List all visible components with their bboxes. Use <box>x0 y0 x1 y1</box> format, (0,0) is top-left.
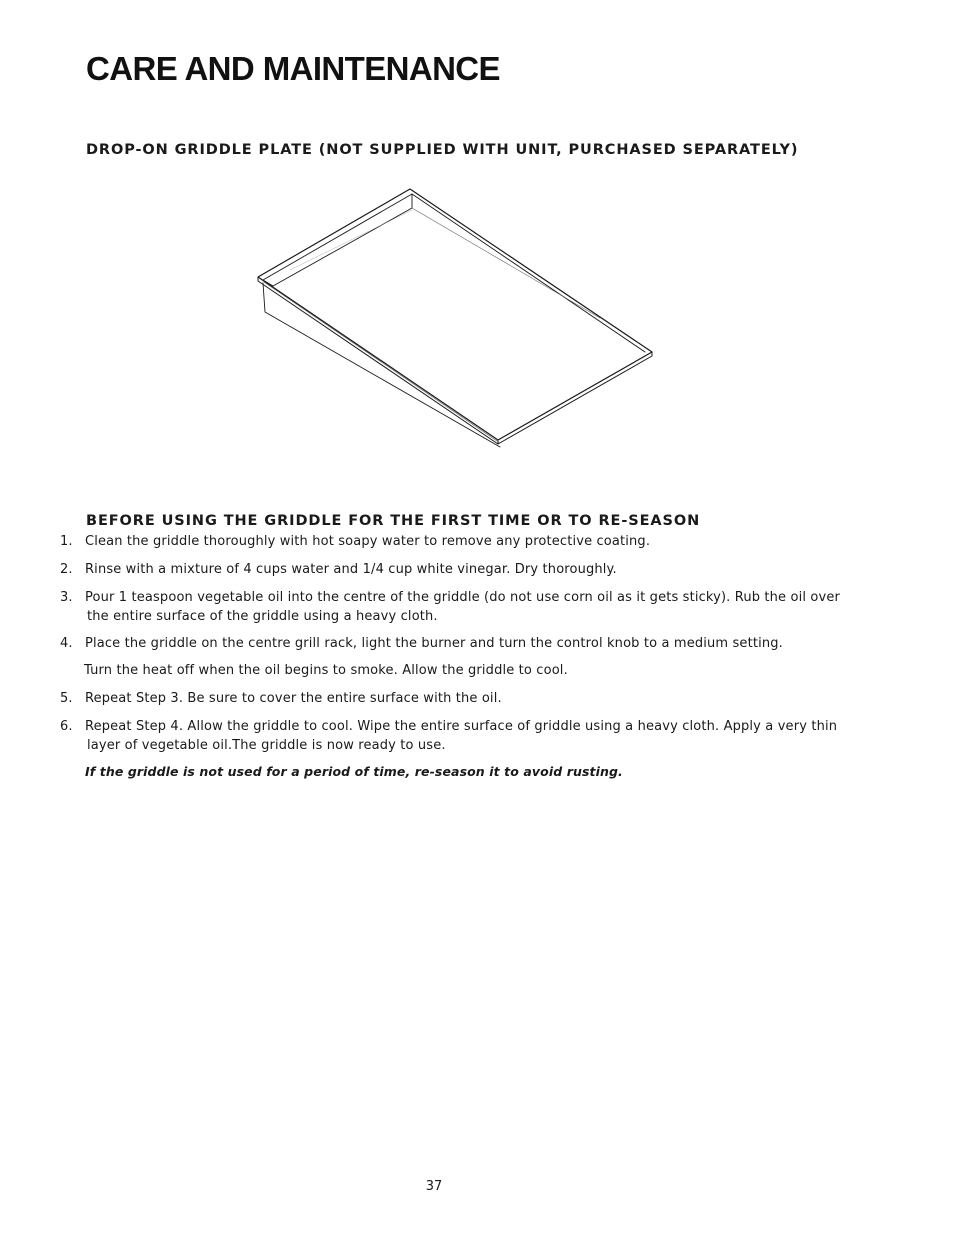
list-item <box>60 689 880 708</box>
step-4-note: Turn the heat off when the oil begins to smoke. Allow the griddle to cool. <box>84 663 568 678</box>
step-number: 6. <box>60 719 73 734</box>
step-text: Clean the griddle thoroughly with hot soapy water to remove any protective coating. <box>85 534 651 549</box>
step-number: 5. <box>60 691 73 706</box>
rust-warning-note: If the griddle is not used for a period of time, re-season it to avoid rusting. <box>85 764 623 779</box>
page-number: 37 <box>425 1179 443 1194</box>
step-text-line-1: Pour 1 teaspoon vegetable oil into the centre of the griddle (do not use corn oil as it gets sticky). Rub the oil over <box>85 590 840 605</box>
step-text-line-2: the entire surface of the griddle using a heavy cloth. <box>87 609 438 624</box>
step-text: Place the griddle on the centre grill rack, light the burner and turn the control knob to a medium setting. <box>85 636 783 651</box>
step-number: 2. <box>60 562 73 577</box>
step-text-line-1: Repeat Step 4. Allow the griddle to cool. Wipe the entire surface of griddle using a heavy cloth. Apply a very thin <box>85 719 838 734</box>
step-text: Rinse with a mixture of 4 cups water and 1/4 cup white vinegar. Dry thoroughly. <box>85 562 617 577</box>
step-text: Repeat Step 3. Be sure to cover the entire surface with the oil. <box>85 691 502 706</box>
page-title: CARE AND MAINTENANCE <box>86 50 500 87</box>
re-season-heading: BEFORE USING THE GRIDDLE FOR THE FIRST TIME OR TO RE-SEASON <box>86 513 701 529</box>
list-item <box>60 634 880 653</box>
griddle-plate-heading: DROP-ON GRIDDLE PLATE (NOT SUPPLIED WITH UNIT, PURCHASED SEPARATELY) <box>86 142 799 158</box>
step-text-line-2: layer of vegetable oil.The griddle is now ready to use. <box>87 738 446 753</box>
step-number: 1. <box>60 534 73 549</box>
griddle-plate-illustration <box>250 182 660 450</box>
step-number: 3. <box>60 590 73 605</box>
list-item <box>60 588 880 626</box>
step-number: 4. <box>60 636 73 651</box>
list-item <box>60 717 880 755</box>
list-item <box>60 560 880 579</box>
list-item <box>60 532 880 551</box>
